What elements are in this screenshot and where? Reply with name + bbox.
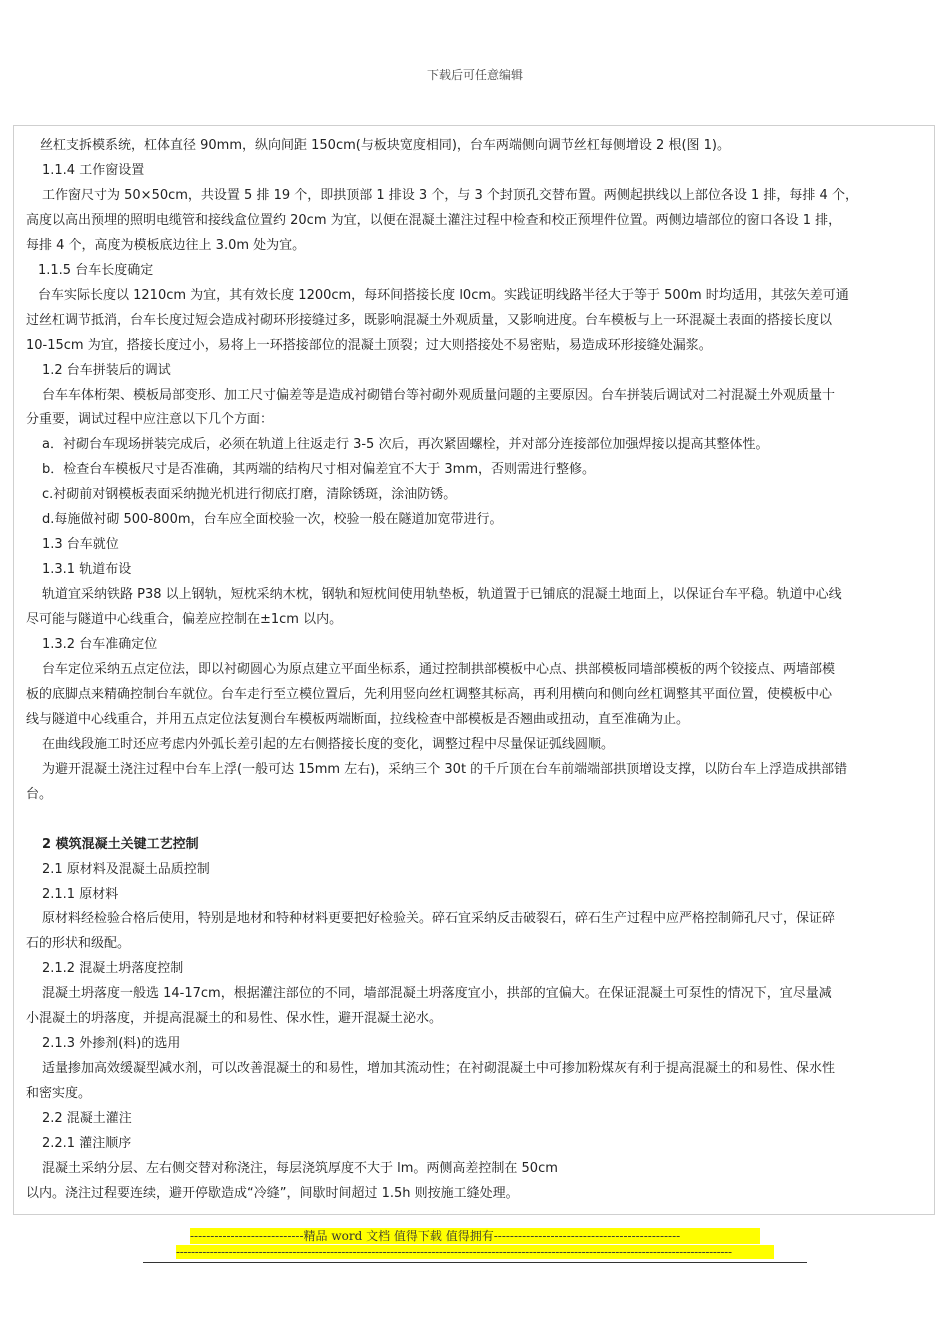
document-line: 2.2.1 灌注顺序 xyxy=(42,1136,132,1151)
page-header: 下载后可任意编辑 xyxy=(426,68,523,82)
document-line: d.每施做衬砌 500-800m，台车应全面校验一次，校验一般在隧道加宽带进行。 xyxy=(42,512,503,528)
document-line: 1.3.1 轨道布设 xyxy=(42,562,132,578)
document-line: 分重要，调试过程中应注意以下几个方面： xyxy=(26,412,274,428)
document-line: 高度以高出预埋的照明电缆管和接线盒位置约 20cm 为宜，以便在混凝土灌注过程中检查和校正预埋件位置。两侧边墙部位的窗口各设 1 排， xyxy=(26,212,842,228)
document-line: 以内。浇注过程要连续，避开停歇造成“冷缝”，间歇时间超过 1.5h 则按施工缝处理。 xyxy=(26,1185,519,1201)
document-line: 适量掺加高效缓凝型减水剂，可以改善混凝土的和易性，增加其流动性；在衬砌混凝土中可掺加粉煤灰有利于提高混凝土的和易性、保水性 xyxy=(42,1061,836,1077)
footer-banner: ----------------------------精品 word 文档 值得下载 值得拥有---------------------------------------------- xyxy=(190,1228,760,1244)
document-line: 台车定位采纳五点定位法，即以衬砌圆心为原点建立平面坐标系，通过控制拱部模板中心点、拱部模板同墙部模板的两个铰接点、两墙部模 xyxy=(42,661,836,677)
document-line: 过丝杠调节抵消，台车长度过短会造成衬砌环形接缝过多，既影响混凝土外观质量，又影响进度。台车模板与上一环混凝土表面的搭接长度以 xyxy=(26,312,833,328)
document-line: 10-15cm 为宜，搭接长度过小，易将上一环搭接部位的混凝土顶裂；过大则搭接处不易密贴，易造成环形接缝处漏浆。 xyxy=(26,337,712,353)
document-line: 板的底脚点来精确控制台车就位。台车走行至立模位置后，先利用竖向丝杠调整其标高，再利用横向和侧向丝杠调整其平面位置，使模板中心 xyxy=(26,686,833,702)
document-line: 2.1 原材料及混凝土品质控制 xyxy=(42,861,210,877)
document-line: 1.3.2 台车准确定位 xyxy=(42,637,158,652)
document-line: c.衬砌前对钢模板表面采纳抛光机进行彻底打磨，清除锈斑，涂油防锈。 xyxy=(42,487,457,503)
document-line: 1.2 台车拼装后的调试 xyxy=(42,362,171,378)
document-line: 台。 xyxy=(26,786,53,802)
document-line: 线与隧道中心线重合，并用五点定位法复测台车模板两端断面，拉线检查中部模板是否翘曲或扭动，直至准确为止。 xyxy=(26,711,690,727)
document-line: 为避开混凝土浇注过程中台车上浮(一般可达 15mm 左右)，采纳三个 30t 的千斤顶在台车前端端部拱顶增设支撑，以防台车上浮造成拱部错 xyxy=(42,761,848,777)
document-line: a．衬砌台车现场拼装完成后，必须在轨道上往返走行 3-5 次后，再次紧固螺栓，并对部分连接部位加强焊接以提高其整体性。 xyxy=(42,437,769,453)
document-line: 2.1.2 混凝土坍落度控制 xyxy=(42,961,184,977)
document-line: 2.1.3 外掺剂(料)的选用 xyxy=(42,1036,181,1052)
document-line: 1.3 台车就位 xyxy=(42,537,119,553)
document-line: 2.2 混凝土灌注 xyxy=(42,1111,132,1127)
document-line: 工作窗尺寸为 50×50cm，共设置 5 排 19 个，即拱顶部 1 排设 3 个，与 3 个封顶孔交替布置。两侧起拱线以上部位各设 1 排，每排 4 个， xyxy=(42,187,858,203)
document-line: b．检查台车模板尺寸是否准确，其两端的结构尺寸相对偏差宜不大于 3mm，否则需进行整修。 xyxy=(42,462,595,478)
document-line: 在曲线段施工时还应考虑内外弧长差引起的左右侧搭接长度的变化，调整过程中尽量保证弧线圆顺。 xyxy=(42,736,615,752)
document-line: 原材料经检验合格后使用，特别是地材和特种材料更要把好检验关。碎石宜采纳反击破裂石，碎石生产过程中应严格控制筛孔尺寸，保证碎 xyxy=(42,911,836,927)
document-line: 2.1.1 原材料 xyxy=(42,886,119,902)
document-line: 混凝土坍落度一般选 14-17cm，根据灌注部位的不同，墙部混凝土坍落度宜小，拱部的宜偏大。在保证混凝土可泵性的情况下，宜尽量减 xyxy=(42,986,832,1002)
document-line: 台车车体桁架、模板局部变形、加工尺寸偏差等是造成衬砌错台等衬砌外观质量问题的主要原因。台车拼装后调试对二衬混凝土外观质量十 xyxy=(42,387,836,403)
document-line: 台车实际长度以 1210cm 为宜，其有效长度 1200cm，每环间搭接长度 l0cm。实践证明线路半径大于等于 500m 时均适用，其弦矢差可通 xyxy=(38,287,849,303)
document-line: 1.1.5 台车长度确定 xyxy=(38,262,154,278)
document-line: 尽可能与隧道中心线重合，偏差应控制在±1cm 以内。 xyxy=(26,612,343,628)
document-line: 石的形状和级配。 xyxy=(26,936,131,952)
document-line: 混凝土采纳分层、左右侧交替对称浇注，每层浇筑厚度不大于 lm。两侧高差控制在 50cm xyxy=(42,1160,558,1176)
document-line: 和密实度。 xyxy=(26,1086,92,1102)
document-line: 2 模筑混凝土关键工艺控制 xyxy=(42,836,199,852)
document-line: 丝杠支拆模系统，杠体直径 90mm，纵向间距 150cm(与板块宽度相同)，台车两端侧向调节丝杠每侧增设 2 根(图 1)。 xyxy=(40,138,730,153)
footer-rule xyxy=(143,1262,807,1263)
document-line: 小混凝土的坍落度，并提高混凝土的和易性、保水性，避开混凝土泌水。 xyxy=(26,1011,443,1027)
document-line: 1.1.4 工作窗设置 xyxy=(42,162,145,178)
document-line: 轨道宜采纳铁路 P38 以上钢轨，短枕采纳木枕，钢轨和短枕间使用轨垫板，轨道置于已铺底的混凝土地面上，以保证台车平稳。轨道中心线 xyxy=(42,587,842,603)
footer-dashes: ---------------------------------------------------------------------------------------------------------------------------------------------------- xyxy=(176,1245,774,1259)
document-line: 每排 4 个，高度为模板底边往上 3.0m 处为宜。 xyxy=(26,237,306,253)
